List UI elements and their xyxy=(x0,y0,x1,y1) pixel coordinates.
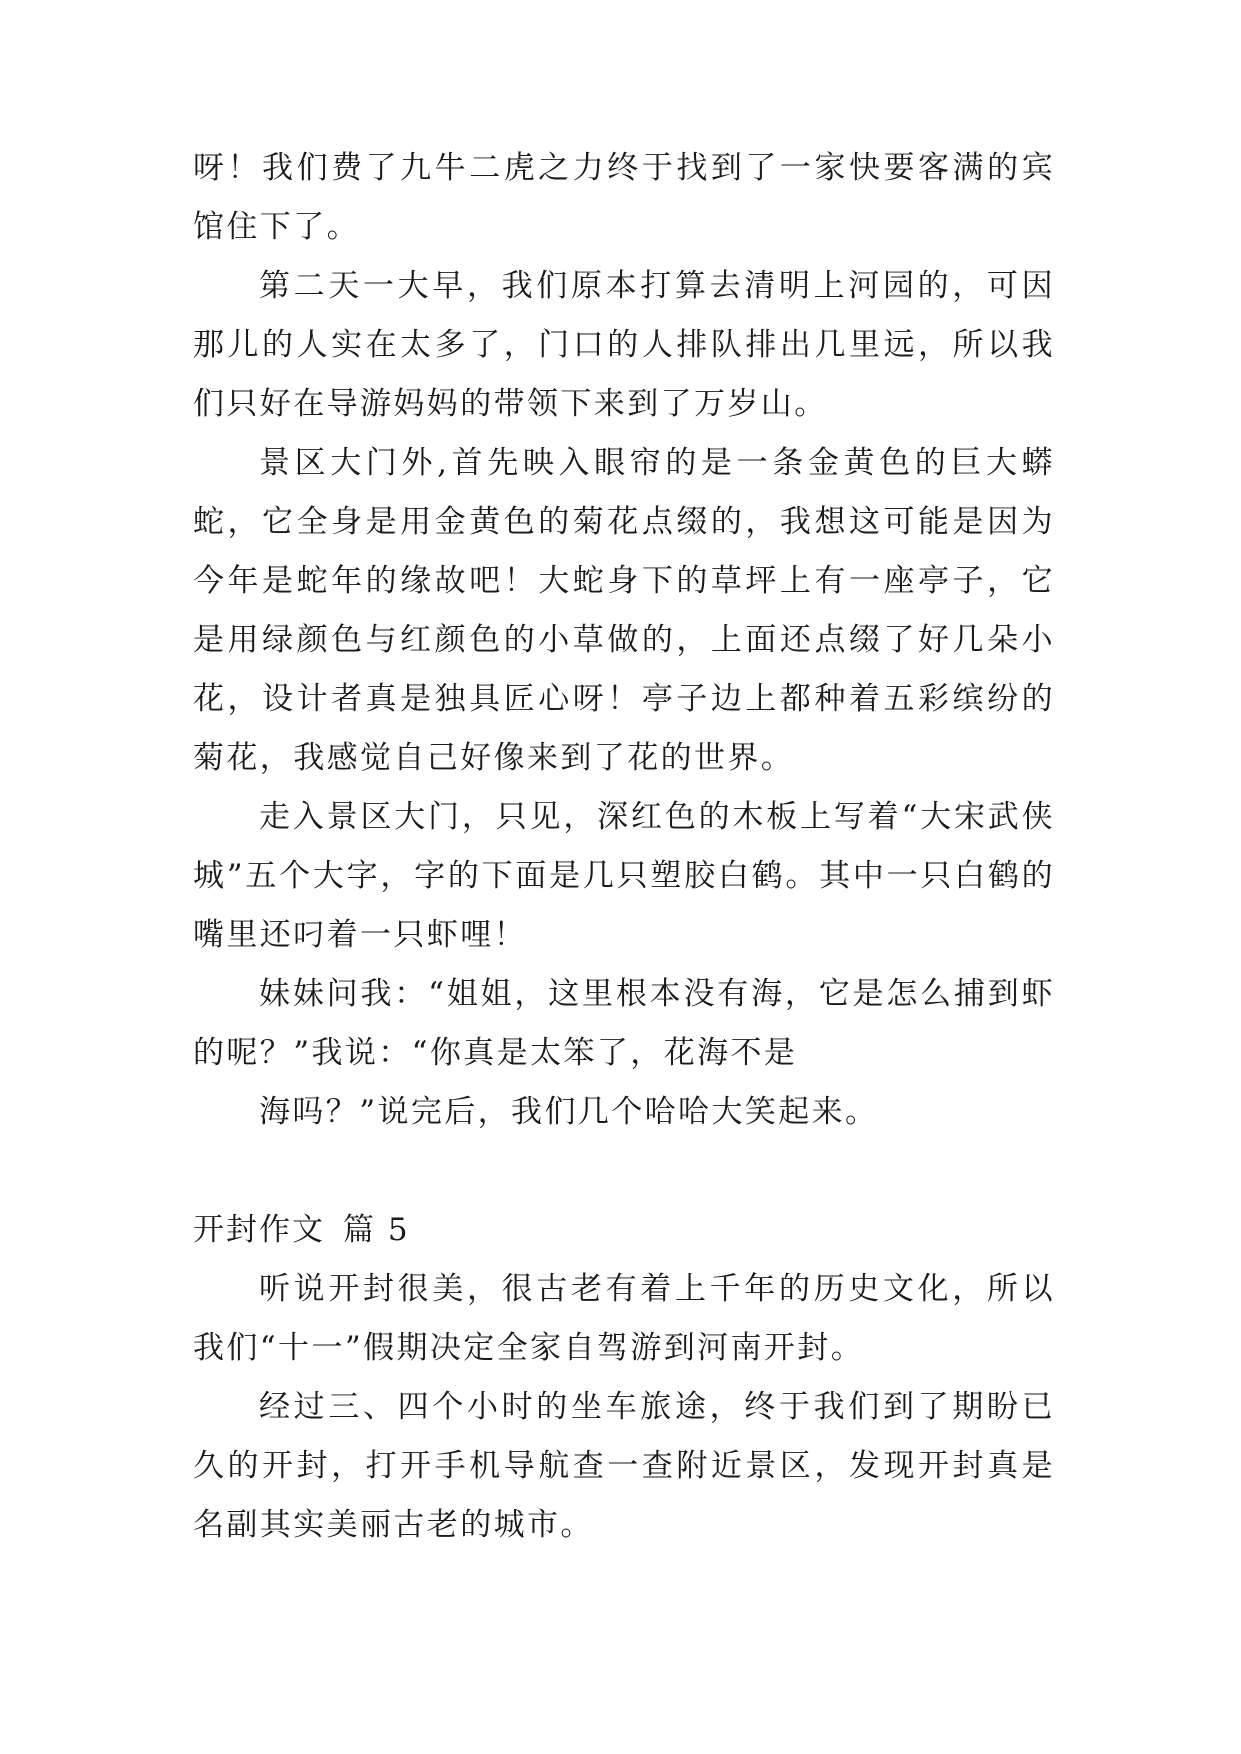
paragraph-sister-question: 妹妹问我：“姐姐，这里根本没有海，它是怎么捕到虾的呢？”我说：“你真是太笨了，花海不是 xyxy=(193,976,1055,1071)
section-heading xyxy=(193,1201,410,1260)
paragraph-second-day: 第二天一大早，我们原本打算去清明上河园的，可因那儿的人实在太多了，门口的人排队排出几里远，所以我们只好在导游妈妈的带领下来到了万岁山。 xyxy=(193,268,1055,422)
paragraph-hotel: 呀！我们费了九牛二虎之力终于找到了一家快要客满的宾馆住下了。 xyxy=(193,150,1055,245)
paragraph-scenic-gate: 景区大门外,首先映入眼帘的是一条金黄色的巨大蟒蛇，它全身是用金黄色的菊花点缀的，我想这可能是因为今年是蛇年的缘故吧！大蛇身下的草坪上有一座亭子，它是用绿颜色与红颜色的小草做的，上面还点缀了好几朵小花，设计者真是独具匠心呀！亭子边上都种着五彩缤纷的菊花，我感觉自己好像来到了花的世界。 xyxy=(193,445,1055,776)
paragraph-kaifeng-intro: 听说开封很美，很古老有着上千年的历史文化，所以我们“十一”假期决定全家自驾游到河南开封。 xyxy=(193,1271,1055,1366)
paragraph-journey: 经过三、四个小时的坐车旅途，终于我们到了期盼已久的开封，打开手机导航查一查附近景区，发现开封真是名副其实美丽古老的城市。 xyxy=(193,1389,1055,1543)
section-number: 篇 5 xyxy=(343,1212,410,1248)
paragraph-entering-gate: 走入景区大门，只见，深红色的木板上写着“大宋武侠城”五个大字，字的下面是几只塑胶白鹤。其中一只白鹤的嘴里还叼着一只虾哩！ xyxy=(193,799,1055,953)
paragraph-laughter: 海吗？”说完后，我们几个哈哈大笑起来。 xyxy=(259,1094,879,1130)
section-title: 开封作文 xyxy=(193,1212,325,1248)
